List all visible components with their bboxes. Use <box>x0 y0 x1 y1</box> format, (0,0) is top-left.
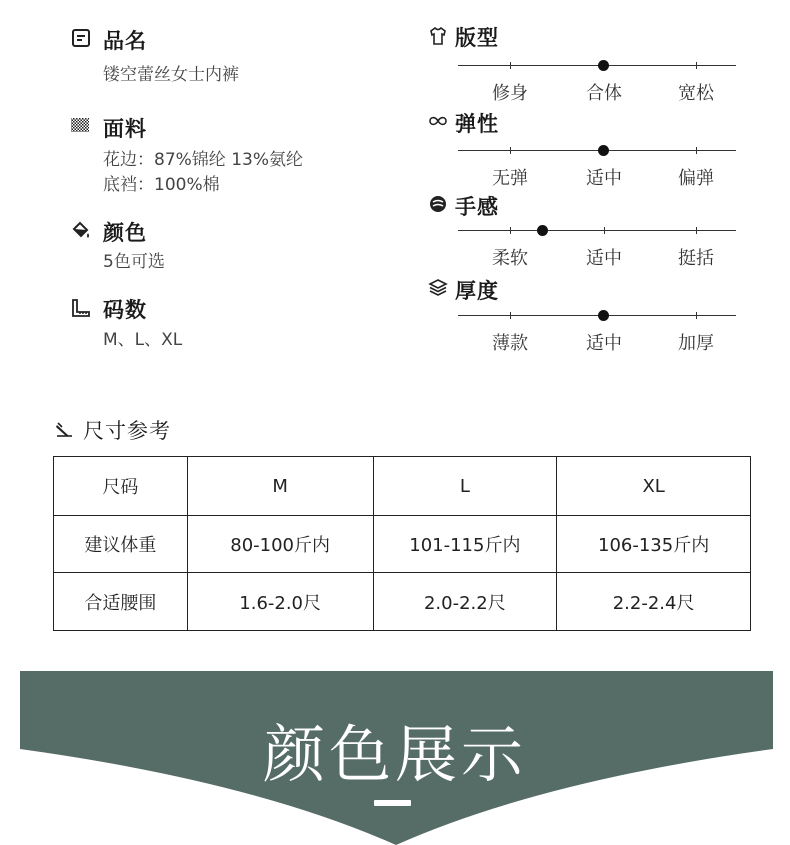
table-cell: 建议体重 <box>54 516 188 573</box>
table-cell: 2.2-2.4尺 <box>557 573 751 631</box>
table-row <box>54 573 751 631</box>
scale-marker <box>537 225 548 236</box>
scale-label: 适中 <box>586 248 622 269</box>
scale-label: 适中 <box>586 333 622 354</box>
scale-label: 无弹 <box>492 168 528 189</box>
scale-bar <box>458 315 736 355</box>
scale-title: 厚度 <box>455 279 499 303</box>
scale-title: 手感 <box>455 195 499 219</box>
scale-marker <box>598 310 609 321</box>
scale-tick <box>604 227 605 234</box>
table-header-cell: L <box>373 457 557 516</box>
scale-label: 柔软 <box>492 248 528 269</box>
scale-line <box>458 65 736 66</box>
scale-label: 适中 <box>586 168 622 189</box>
table-header-cell: M <box>187 457 373 516</box>
scale-marker <box>598 145 609 156</box>
table-header-cell: XL <box>557 457 751 516</box>
table-cell: 合适腰围 <box>54 573 188 631</box>
size-table <box>53 456 751 631</box>
table-cell: 1.6-2.0尺 <box>187 573 373 631</box>
scale-label: 合体 <box>586 83 622 104</box>
scale-bar <box>458 230 736 270</box>
scale-title: 弹性 <box>455 112 499 136</box>
table-header-cell: 尺码 <box>54 457 188 516</box>
attribute-title: 品名 <box>103 29 147 53</box>
attribute-value: 镂空蕾丝女士内裤 <box>103 65 239 85</box>
scale-label: 宽松 <box>678 83 714 104</box>
hand-feel-icon <box>428 194 448 214</box>
scale-label: 薄款 <box>492 333 528 354</box>
document-tag-icon <box>71 28 91 48</box>
scale-label: 偏弹 <box>678 168 714 189</box>
attribute-value: 5色可选 <box>103 252 165 272</box>
attribute-title: 面料 <box>103 117 147 141</box>
infinity-icon <box>428 111 448 131</box>
scale-tick <box>510 147 511 154</box>
table-cell: 80-100斤内 <box>187 516 373 573</box>
table-cell: 101-115斤内 <box>373 516 557 573</box>
table-header-row <box>54 457 751 516</box>
scale-label: 加厚 <box>678 333 714 354</box>
scale-title: 版型 <box>455 26 499 50</box>
table-cell: 106-135斤内 <box>557 516 751 573</box>
scale-line <box>458 315 736 316</box>
scale-line <box>458 150 736 151</box>
attribute-title: 码数 <box>103 298 147 322</box>
size-section-title: 尺寸参考 <box>83 419 171 443</box>
scale-tick <box>696 62 697 69</box>
paint-bucket-icon <box>71 220 91 240</box>
scale-tick <box>696 147 697 154</box>
scale-label: 修身 <box>492 83 528 104</box>
scale-line <box>458 230 736 231</box>
scale-marker <box>598 60 609 71</box>
pencil-ruler-icon <box>54 419 74 439</box>
scale-bar <box>458 150 736 190</box>
attribute-value: 花边：87%锦纶 13%氨纶 <box>103 150 303 170</box>
fabric-pattern-icon <box>70 115 90 135</box>
scale-tick <box>510 312 511 319</box>
ruler-icon <box>71 298 91 318</box>
banner-dash <box>374 800 411 806</box>
scale-tick <box>696 312 697 319</box>
scale-bar <box>458 65 736 105</box>
scale-tick <box>696 227 697 234</box>
scale-tick <box>510 227 511 234</box>
attribute-value: 底裆：100%棉 <box>103 175 220 195</box>
banner-title: 颜色展示 <box>262 718 527 791</box>
attribute-title: 颜色 <box>103 221 147 245</box>
scale-label: 挺括 <box>678 248 714 269</box>
layers-icon <box>428 277 448 297</box>
table-cell: 2.0-2.2尺 <box>373 573 557 631</box>
attribute-value: M、L、XL <box>103 330 183 350</box>
scale-tick <box>510 62 511 69</box>
tshirt-icon <box>428 26 448 46</box>
table-row <box>54 516 751 573</box>
